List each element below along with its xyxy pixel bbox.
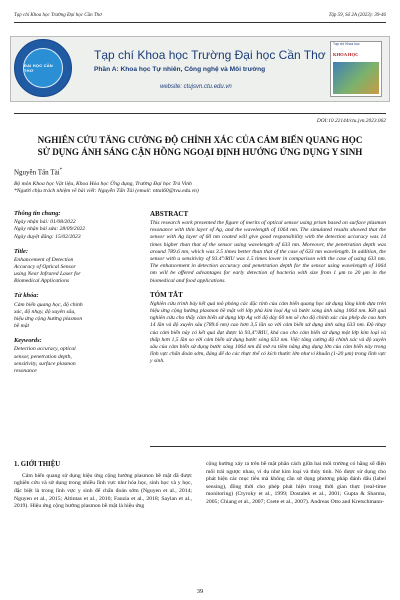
intro-left-column	[14, 461, 192, 511]
intro-right-text: cộng hưởng xảy ra trên bề mặt phân cách giữa hai môi trường có hằng số điện môi trái ngược nhau, ví dụ như kim loại và thủy tinh. Nó được sử dụng cho phát hiện các mục tiêu mà không cần sử dụng phương pháp đánh dấu (label sensing), đồng thời cho phép phát hiện trong thời gian thực (real-time monitoring) (Ctyroky et al., 1999; Dostalek et al., 2001; Gupta & Sharma, 2005; Chiang et al., 2007; Csete et al., 2007). Andreas Otto and Kretschmann-	[206, 461, 386, 505]
corresponding-author: *Người chịu trách nhiệm về bài viết: Nguyễn Tấn Tài (email: nttai60@tvu.edu.vn)	[14, 188, 199, 195]
header-divider	[14, 22, 386, 23]
university-logo	[14, 39, 72, 97]
affiliations	[14, 181, 386, 196]
vietnamese-keywords-line: Cảm biến quang học, độ chính	[14, 301, 83, 308]
intro-heading: 1. GIỚI THIỆU	[14, 461, 61, 468]
author-name: Nguyễn Tấn Tài	[14, 168, 60, 177]
keywords-line: Detection accuracy, optical	[14, 346, 76, 353]
title-line-2: SỬ DỤNG ÁNH SÁNG CẬN HỒNG NGOẠI ĐỊNH HƯỚNG ỨNG DỤNG Y SINH	[37, 147, 363, 158]
abstract-text: This research work presented the figure of merits of optical sensor using prism based on surface plasmon resonance with thin layer of Ag, and the wavelength of 1064 nm. The simulated results showed that the sensor with Ag layer of 60 nm coated will give good responsibility with the detection accuracy was 14 times higher than that of the sensor using wavelength of 633 nm. Moreover, the penetration depth was around 789.6 nm, which was 3.5 times better than that of the case of 633 nm wavelength. In addition, the sensor with a sensitivity of 93.4°/RIU was 1.5 times lower in comparison with the case of using 633 nm. The enhancement in detection accuracy and penetration depth for the sensor using wavelength of 1064 nm will be offered advantages for early detection of bacteria with size from 1 μm to 20 μm in the biomedical and food applications.	[150, 220, 386, 284]
tomtat-text: Nghiên cứu trình bày kết quả mô phỏng các đặc tính của cảm biến quang học sử dụng lăng kính dựa trên hiệu ứng cộng hưởng plasmon bề mặt với lớp phủ kim loại Ag và bước sóng ánh sáng 1064 nm. Kết quả nghiên cứu cho thấy cảm biến sử dụng lớp Ag với độ dày 60 nm sẽ cho độ chính xác của phép đo cao hơn 14 lần và độ xuyên sâu (789.6 nm) cao hơn 3,5 lần so với cảm biến sử dụng ánh sáng 633 nm. Độ nhạy của cảm biến này có kết quả đạt được là 93,4°/RIU, khá cao cho cảm biến sử dụng một lớp kim loại và thấp hơn 1,5 lần so với cảm biến sử dụng bước sóng 633 nm. Việc tăng cường độ chính xác và độ xuyên sâu của cảm biến sử dụng bước sóng 1064 nm đã mở ra tiềm năng ứng dụng lớn của cảm biến này trong lĩnh vực chẩn đoán sớm, đáng để do các thực thể có kích thước lớn như vi khuẩn (1-20 μm) trong lĩnh vực y sinh.	[150, 300, 386, 365]
keywords-line: sensor, penetration depth,	[14, 353, 72, 360]
logo-emblem	[23, 48, 63, 88]
cover-journal-label: Tạp chí Khoa học	[331, 42, 381, 52]
vietnamese-keywords-line: bề mặt	[14, 323, 30, 330]
cover-title: KHOA HỌC	[333, 52, 359, 57]
vietnamese-keywords-line: xác, độ nhạy, độ xuyên sâu,	[14, 308, 76, 315]
abstract-bottom-divider	[150, 446, 386, 447]
abstract-column	[150, 210, 386, 366]
date-accepted: Ngày duyệt đăng: 15/02/2023	[14, 233, 81, 240]
keywords-heading: Keywords:	[14, 337, 42, 345]
running-header-journal: Tạp chí Khoa học Trường Đại học Cần Thơ	[14, 13, 102, 18]
journal-cover-thumbnail	[330, 41, 382, 97]
journal-website: website: ctujsvn.ctu.edu.vn	[160, 84, 232, 90]
affiliation: Bộ môn Khoa học Vật liệu, Khoa Hóa học Ứng dụng, Trường Đại học Trà Vinh	[14, 181, 192, 187]
article-info-sidebar	[14, 210, 142, 375]
date-received: Ngày nhận bài: 01/08/2022	[14, 219, 76, 226]
info-heading: Thông tin chung:	[14, 210, 61, 217]
english-title-line: Accuracy of Optical Sensor	[14, 264, 76, 270]
english-title-line: using Near Infrared Laser for	[14, 271, 81, 278]
title-line-1: NGHIÊN CỨU TĂNG CƯỜNG ĐỘ CHÍNH XÁC CỦA CẢM BIẾN QUANG HỌC	[37, 135, 363, 145]
english-title-heading: Title:	[14, 247, 28, 255]
intro-right-column	[206, 461, 386, 506]
english-title-line: Biomedical Applications	[14, 278, 70, 285]
intro-left-text: Cảm biến quang sử dụng hiệu ứng cộng hưởng plasmon bề mặt đã được nghiên cứu và sử dụng trong nhiều lĩnh vực như hóa học, sinh học và y học, đặc biệt là trong lĩnh vực y sinh để chẩn đoán sớm (Nguyen et al., 2014; Nguyen et al., 2015; Altintas et al., 2016; Fauzia et al., 2018; Saylan et al., 2019). Hiệu ứng cộng hưởng plasmon bề mặt là hiệu ứng	[14, 472, 192, 510]
journal-section: Phần A: Khoa học Tự nhiên, Công nghệ và Môi trường	[94, 66, 266, 73]
journal-name: Tạp chí Khoa học Trường Đại học Cần Thơ	[94, 48, 326, 62]
keywords-line: resonance	[14, 367, 37, 374]
article-title	[14, 134, 386, 159]
vietnamese-keywords-line: hiệu ứng cộng hưởng plasmon	[14, 315, 83, 322]
doi: DOI:10.22144/ctu.jvn.2023.062	[316, 118, 386, 124]
author-mark: *	[59, 168, 63, 173]
cover-image	[333, 62, 379, 94]
keywords-line: sensitivity, surface plasmon	[14, 360, 76, 367]
tomtat-heading: TÓM TẮT	[150, 290, 183, 299]
vietnamese-keywords-heading: Từ khóa:	[14, 292, 39, 300]
doi-divider	[14, 113, 386, 114]
english-title-line: Enhancement of Detection	[14, 256, 74, 263]
abstract-heading: ABSTRACT	[150, 210, 189, 218]
date-revised: Ngày nhận bài sửa: 28/09/2022	[14, 226, 86, 233]
logo-text: ĐẠI HỌC CẦN THƠ	[24, 63, 53, 73]
page-number: 39	[196, 588, 204, 595]
author-line	[14, 168, 62, 176]
running-header-volume: Tập 59, Số 2A (2023): 39-46	[328, 13, 386, 18]
